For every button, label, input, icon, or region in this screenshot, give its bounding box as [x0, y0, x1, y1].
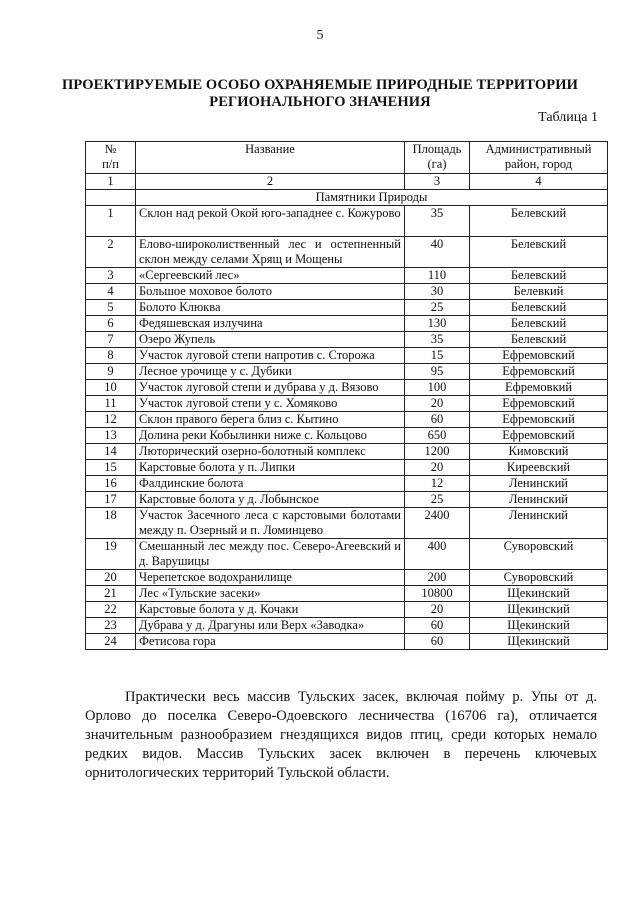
- row-number: 21: [86, 586, 136, 602]
- table-row: [86, 364, 608, 380]
- protected-areas-table: [85, 141, 608, 650]
- section-title: Памятники Природы: [136, 190, 608, 206]
- table-row: [86, 476, 608, 492]
- row-number: 16: [86, 476, 136, 492]
- table-row: [86, 428, 608, 444]
- row-district: Белевский: [470, 332, 608, 348]
- header-number: [86, 142, 136, 174]
- row-number: 15: [86, 460, 136, 476]
- table-header-row: [86, 142, 608, 174]
- row-district: Ленинский: [470, 508, 608, 539]
- row-name: Участок луговой степи у с. Хомяково: [136, 396, 405, 412]
- row-district: Белевский: [470, 237, 608, 268]
- row-name: «Сергеевский лес»: [136, 268, 405, 284]
- table-row: [86, 602, 608, 618]
- row-name: Фалдинские болота: [136, 476, 405, 492]
- column-number: 2: [136, 174, 405, 190]
- row-name: Большое моховое болото: [136, 284, 405, 300]
- row-area: 650: [405, 428, 470, 444]
- row-area: 60: [405, 618, 470, 634]
- row-area: 100: [405, 380, 470, 396]
- row-number: 4: [86, 284, 136, 300]
- row-area: 10800: [405, 586, 470, 602]
- row-district: Щекинский: [470, 602, 608, 618]
- row-district: Суворовский: [470, 539, 608, 570]
- row-area: 25: [405, 492, 470, 508]
- row-district: Белевский: [470, 316, 608, 332]
- row-number: 9: [86, 364, 136, 380]
- title-line-2: РЕГИОНАЛЬНОГО ЗНАЧЕНИЯ: [209, 94, 431, 110]
- row-name: Елово-широколиственный лес и остепненный склон между селами Хрящ и Мощены: [136, 237, 405, 268]
- row-area: 400: [405, 539, 470, 570]
- row-number: 8: [86, 348, 136, 364]
- row-area: 2400: [405, 508, 470, 539]
- table-row: [86, 396, 608, 412]
- row-district: Щекинский: [470, 618, 608, 634]
- table-row: [86, 300, 608, 316]
- row-district: Ленинский: [470, 476, 608, 492]
- table-row: [86, 412, 608, 428]
- row-area: 40: [405, 237, 470, 268]
- row-name: Озеро Жупель: [136, 332, 405, 348]
- table-row: [86, 268, 608, 284]
- row-district: Белевкий: [470, 284, 608, 300]
- row-name: Долина реки Кобылинки ниже с. Кольцово: [136, 428, 405, 444]
- row-number: 5: [86, 300, 136, 316]
- row-number: 3: [86, 268, 136, 284]
- row-name: Лесное урочище у с. Дубики: [136, 364, 405, 380]
- row-area: 12: [405, 476, 470, 492]
- row-number: 12: [86, 412, 136, 428]
- header-number-line-2: п/п: [102, 157, 119, 171]
- table-row: [86, 634, 608, 650]
- table-row: [86, 570, 608, 586]
- table-row: [86, 316, 608, 332]
- row-number: 2: [86, 237, 136, 268]
- row-area: 130: [405, 316, 470, 332]
- row-name: Участок луговой степи и дубрава у д. Вязово: [136, 380, 405, 396]
- row-number: 22: [86, 602, 136, 618]
- row-district: Щекинский: [470, 586, 608, 602]
- table-row: [86, 332, 608, 348]
- document-title: [40, 77, 600, 111]
- row-number: 17: [86, 492, 136, 508]
- header-area-line-1: Площадь: [412, 142, 462, 156]
- section-spacer: [86, 190, 136, 206]
- row-name: Карстовые болота у д. Кочаки: [136, 602, 405, 618]
- table-row: [86, 380, 608, 396]
- row-number: 14: [86, 444, 136, 460]
- table-row: [86, 492, 608, 508]
- header-district-line-1: Административный: [485, 142, 592, 156]
- header-district: [470, 142, 608, 174]
- row-district: Ленинский: [470, 492, 608, 508]
- row-district: Кимовский: [470, 444, 608, 460]
- header-name: Название: [136, 142, 405, 174]
- row-district: Ефремовкий: [470, 380, 608, 396]
- row-area: 60: [405, 412, 470, 428]
- header-number-line-1: №: [104, 142, 117, 156]
- row-name: Дубрава у д. Драгуны или Верх «Заводка»: [136, 618, 405, 634]
- table-row: [86, 460, 608, 476]
- row-number: 6: [86, 316, 136, 332]
- row-area: 60: [405, 634, 470, 650]
- row-area: 30: [405, 284, 470, 300]
- row-district: Киреевский: [470, 460, 608, 476]
- row-area: 25: [405, 300, 470, 316]
- row-name: Болото Клюква: [136, 300, 405, 316]
- row-district: Белевский: [470, 268, 608, 284]
- table-caption: Таблица 1: [538, 110, 598, 125]
- table-row: [86, 237, 608, 268]
- row-district: Белевский: [470, 206, 608, 237]
- row-area: 20: [405, 602, 470, 618]
- row-name: Карстовые болота у п. Липки: [136, 460, 405, 476]
- row-name: Лес «Тульские засеки»: [136, 586, 405, 602]
- table-row: [86, 284, 608, 300]
- table-row: [86, 618, 608, 634]
- row-district: Ефремовский: [470, 396, 608, 412]
- row-district: Ефремовский: [470, 428, 608, 444]
- header-district-line-2: район, город: [504, 157, 573, 171]
- row-district: Суворовский: [470, 570, 608, 586]
- table-row: [86, 444, 608, 460]
- row-name: Склон правого берега близ с. Кытино: [136, 412, 405, 428]
- header-area: [405, 142, 470, 174]
- row-area: 15: [405, 348, 470, 364]
- section-row: [86, 190, 608, 206]
- row-name: Карстовые болота у д. Лобынское: [136, 492, 405, 508]
- row-area: 35: [405, 206, 470, 237]
- table-row: [86, 586, 608, 602]
- row-name: Федяшевская излучина: [136, 316, 405, 332]
- row-name: Смешанный лес между пос. Северо-Агеевский и д. Варушицы: [136, 539, 405, 570]
- row-number: 24: [86, 634, 136, 650]
- column-number: 1: [86, 174, 136, 190]
- row-number: 23: [86, 618, 136, 634]
- table-row: [86, 206, 608, 237]
- row-area: 20: [405, 396, 470, 412]
- row-district: Щекинский: [470, 634, 608, 650]
- row-name: Черепетское водохранилище: [136, 570, 405, 586]
- row-district: Ефремовский: [470, 364, 608, 380]
- row-district: Белевский: [470, 300, 608, 316]
- row-area: 20: [405, 460, 470, 476]
- row-area: 35: [405, 332, 470, 348]
- header-area-line-2: (га): [427, 157, 447, 171]
- row-number: 7: [86, 332, 136, 348]
- table-row: [86, 508, 608, 539]
- column-number: 3: [405, 174, 470, 190]
- column-number-row: [86, 174, 608, 190]
- row-number: 1: [86, 206, 136, 237]
- row-number: 19: [86, 539, 136, 570]
- row-name: Участок луговой степи напротив с. Сторожа: [136, 348, 405, 364]
- row-area: 1200: [405, 444, 470, 460]
- title-line-1: ПРОЕКТИРУЕМЫЕ ОСОБО ОХРАНЯЕМЫЕ ПРИРОДНЫЕ ТЕРРИТОРИИ: [62, 77, 578, 93]
- row-number: 13: [86, 428, 136, 444]
- table-row: [86, 539, 608, 570]
- row-district: Ефремовский: [470, 412, 608, 428]
- page-number: 5: [316, 28, 324, 43]
- row-name: Фетисова гора: [136, 634, 405, 650]
- row-name: Участок Засечного леса с карстовыми болотами между п. Озерный и п. Ломинцево: [136, 508, 405, 539]
- table-row: [86, 348, 608, 364]
- body-paragraph: Практически весь массив Тульских засек, включая пойму р. Упы от д. Орлово до поселка Северо-Одоевского лесничества (16706 га), отличается значительным разнообразием гнездящихся видов птиц, среди которых немало редких видов. Массив Тульских засек включен в перечень ключевых орнитологических территорий Тульской области.: [85, 689, 597, 781]
- column-number: 4: [470, 174, 608, 190]
- row-number: 10: [86, 380, 136, 396]
- row-district: Ефремовский: [470, 348, 608, 364]
- row-number: 11: [86, 396, 136, 412]
- row-area: 200: [405, 570, 470, 586]
- row-name: Склон над рекой Окой юго-западнее с. Кожурово: [136, 206, 405, 237]
- row-number: 18: [86, 508, 136, 539]
- row-area: 110: [405, 268, 470, 284]
- row-number: 20: [86, 570, 136, 586]
- row-area: 95: [405, 364, 470, 380]
- row-name: Люторический озерно-болотный комплекс: [136, 444, 405, 460]
